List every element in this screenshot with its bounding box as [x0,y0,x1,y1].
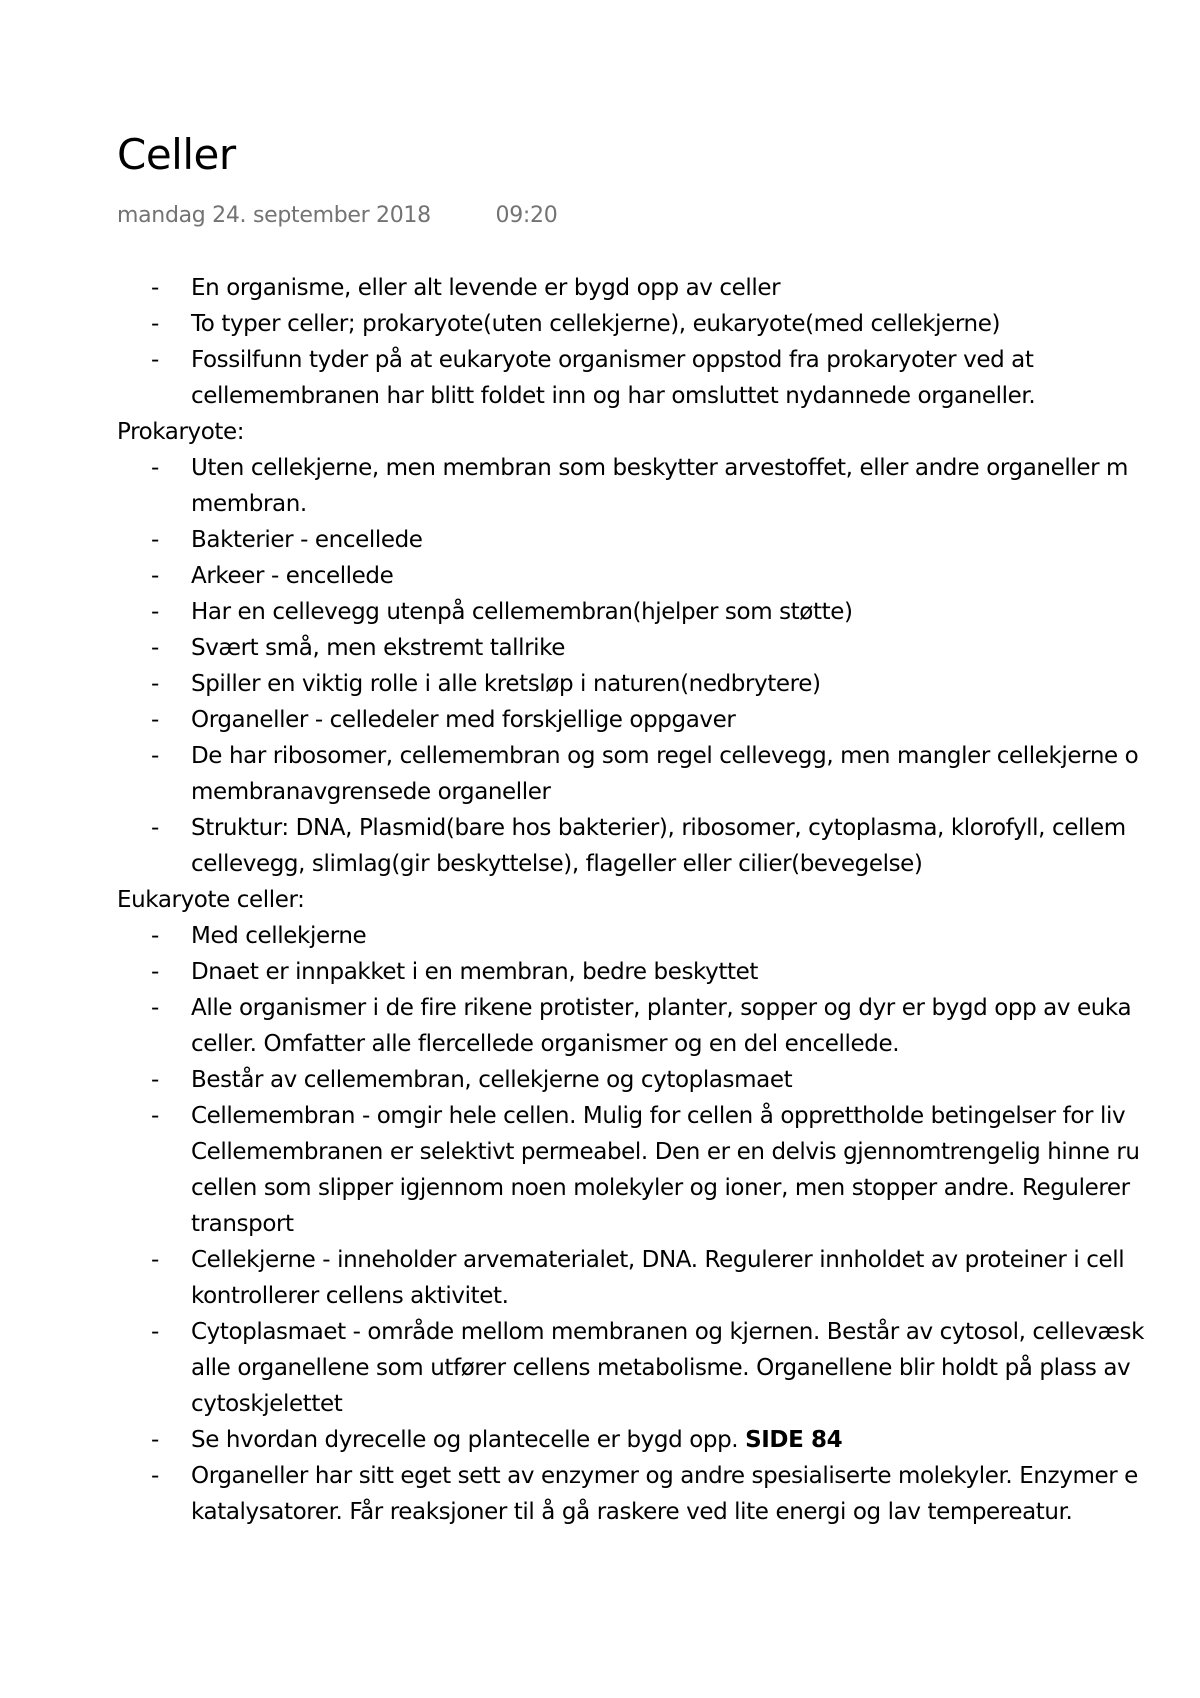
list-item-line: Uten cellekjerne, men membran som beskytter arvestoffet, eller andre organeller m [191,455,1129,481]
dash-bullet: - [151,1427,159,1453]
dash-bullet: - [151,671,159,697]
dash-bullet: - [151,563,159,589]
list-item [117,1458,1200,1530]
list-item-line: Fossilfunn tyder på at eukaryote organismer oppstod fra prokaryoter ved at [191,347,1034,373]
list-item-line: Dnaet er innpakket i en membran, bedre beskyttet [191,959,758,985]
list-item-line: cytoskjelettet [191,1391,343,1417]
list-item [117,810,1200,882]
dash-bullet: - [151,275,159,301]
list-item-line [191,1422,1200,1458]
list-item-line: Alle organismer i de fire rikene protister, planter, sopper og dyr er bygd opp av euka [191,995,1132,1021]
list-item-line: Organeller har sitt eget sett av enzymer og andre spesialiserte molekyler. Enzymer e [191,1463,1138,1489]
page-title: Celler [117,130,236,179]
list-item [117,1422,1200,1458]
list-item-line: En organisme, eller alt levende er bygd opp av celler [191,275,781,301]
list-item [117,270,1200,306]
dash-bullet: - [151,1067,159,1093]
list-item-line: Har en cellevegg utenpå cellemembran(hjelper som støtte) [191,599,853,625]
list-item [117,630,1200,666]
list-item [117,990,1200,1062]
dash-bullet: - [151,599,159,625]
list-item-line: Med cellekjerne [191,923,367,949]
list-item [117,1062,1200,1098]
list-item-line: Struktur: DNA, Plasmid(bare hos bakterier), ribosomer, cytoplasma, klorofyll, cellem [191,815,1126,841]
page-body [117,270,1200,1530]
list-item [117,522,1200,558]
eukaryote-heading: Eukaryote celler: [117,887,305,913]
list-item [117,702,1200,738]
dash-bullet: - [151,635,159,661]
list-item [117,558,1200,594]
dash-bullet: - [151,923,159,949]
dash-bullet: - [151,311,159,337]
list-item-line: kontrollerer cellens aktivitet. [191,1283,509,1309]
dash-bullet: - [151,1103,159,1129]
list-item-line: membranavgrensede organeller [191,779,551,805]
list-item-line: Cellemembran - omgir hele cellen. Mulig for cellen å opprettholde betingelser for liv [191,1103,1126,1129]
list-item-line: Består av cellemembran, cellekjerne og cytoplasmaet [191,1067,793,1093]
list-item-line: Svært små, men ekstremt tallrike [191,635,566,661]
list-item [117,918,1200,954]
dash-bullet: - [151,1463,159,1489]
list-item-line: Arkeer - encellede [191,563,394,589]
dash-bullet: - [151,527,159,553]
list-item-text: Se hvordan dyrecelle og plantecelle er bygd opp. [191,1427,746,1453]
dash-bullet: - [151,995,159,1021]
list-item-line: cellevegg, slimlag(gir beskyttelse), flageller eller cilier(bevegelse) [191,851,923,877]
page-time: 09:20 [495,203,558,228]
list-item-line: membran. [191,491,307,517]
list-item [117,1098,1200,1242]
list-item-line: Spiller en viktig rolle i alle kretsløp i naturen(nedbrytere) [191,671,821,697]
list-item-line: katalysatorer. Får reaksjoner til å gå raskere ved lite energi og lav tempereatur. [191,1499,1073,1525]
page-meta [117,203,557,228]
dash-bullet: - [151,1319,159,1345]
list-item-line: cellen som slipper igjennom noen molekyler og ioner, men stopper andre. Regulerer [191,1175,1130,1201]
list-item-line: Organeller - celledeler med forskjellige oppgaver [191,707,736,733]
page-reference: SIDE 84 [745,1427,843,1453]
dash-bullet: - [151,347,159,373]
list-item-line: De har ribosomer, cellemembran og som regel cellevegg, men mangler cellekjerne o [191,743,1139,769]
dash-bullet: - [151,743,159,769]
dash-bullet: - [151,707,159,733]
list-item [117,954,1200,990]
list-item-line: cellemembranen har blitt foldet inn og har omsluttet nydannede organeller. [191,383,1036,409]
list-item [117,1242,1200,1314]
list-item-line: transport [191,1211,294,1237]
list-item-line: celler. Omfatter alle flercellede organismer og en del encellede. [191,1031,900,1057]
list-item [117,450,1200,522]
list-item [117,342,1200,414]
dash-bullet: - [151,815,159,841]
list-item-line: Cellekjerne - inneholder arvematerialet, DNA. Regulerer innholdet av proteiner i cell [191,1247,1125,1273]
list-item [117,1314,1200,1422]
prokaryote-heading: Prokaryote: [117,419,245,445]
list-item-line: To typer celler; prokaryote(uten cellekjerne), eukaryote(med cellekjerne) [191,311,1001,337]
list-item-line: Cytoplasmaet - område mellom membranen og kjernen. Består av cytosol, cellevæsk [191,1319,1145,1345]
intro-list [117,270,1200,414]
list-item [117,594,1200,630]
eukaryote-list [117,918,1200,1530]
prokaryote-list [117,450,1200,882]
list-item [117,306,1200,342]
dash-bullet: - [151,959,159,985]
page-date: mandag 24. september 2018 [117,203,431,228]
list-item [117,738,1200,810]
list-item-line: alle organellene som utfører cellens metabolisme. Organellene blir holdt på plass av [191,1355,1131,1381]
list-item [117,666,1200,702]
list-item-line: Bakterier - encellede [191,527,423,553]
list-item-line: Cellemembranen er selektivt permeabel. Den er en delvis gjennomtrengelig hinne ru [191,1139,1140,1165]
dash-bullet: - [151,1247,159,1273]
dash-bullet: - [151,455,159,481]
